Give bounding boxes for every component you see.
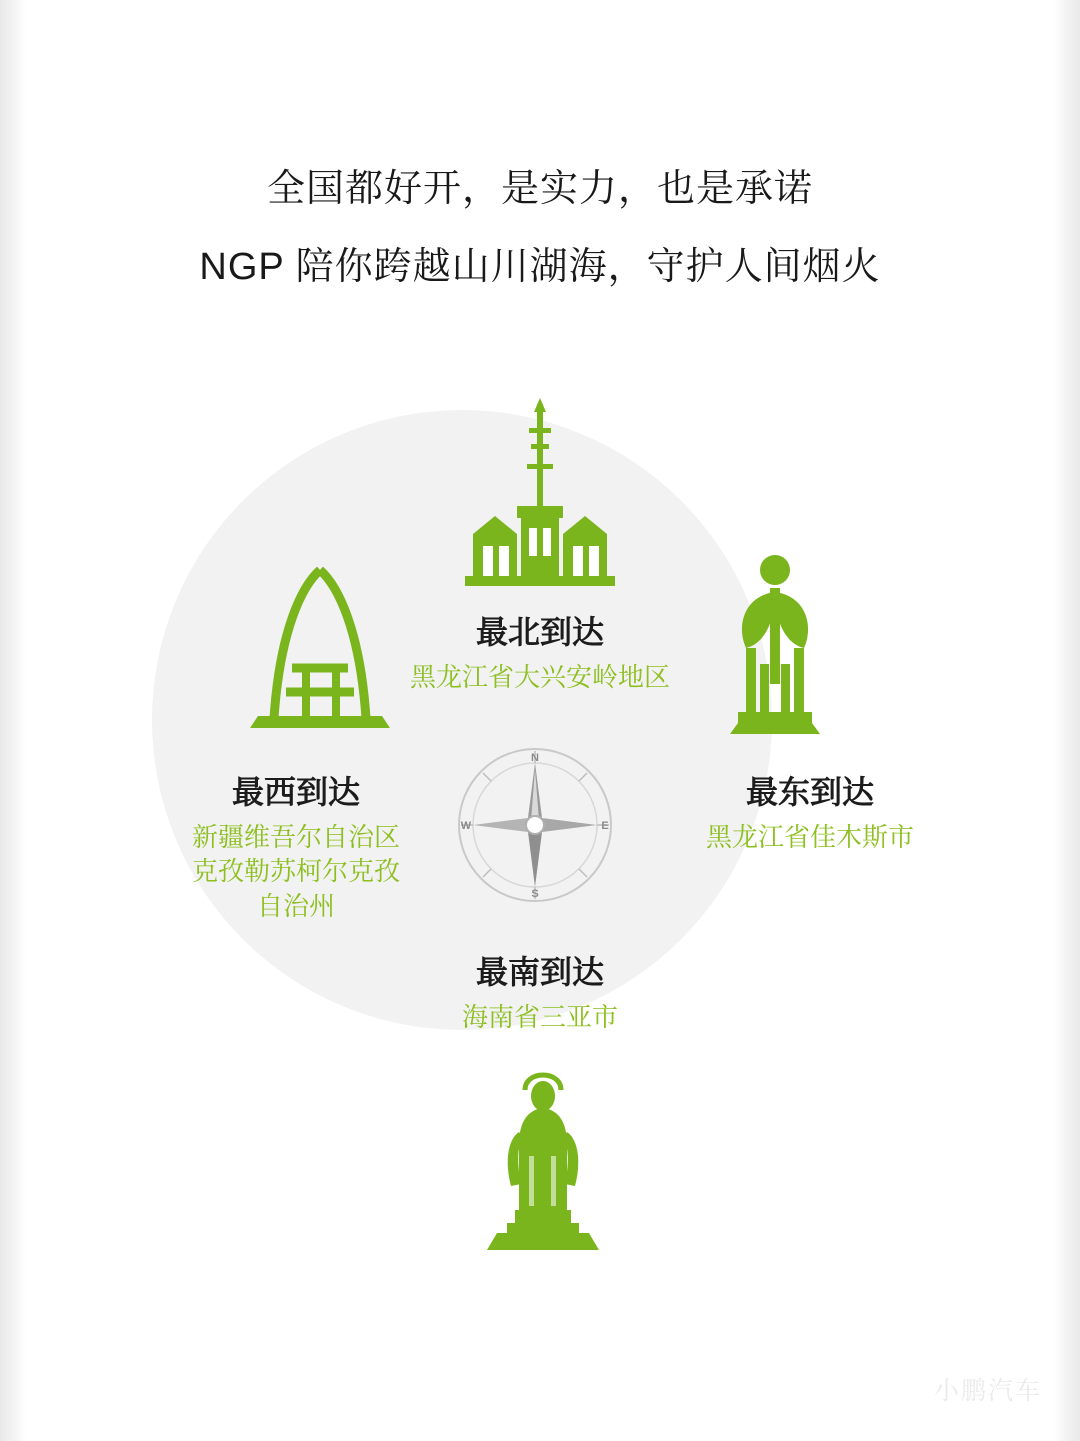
compass-label-north: N	[531, 752, 539, 764]
point-label-north	[330, 612, 750, 694]
point-label-west	[120, 772, 472, 923]
west-location-line-3: 自治州	[256, 890, 335, 921]
west-title: 最西到达	[231, 774, 360, 810]
south-location: 海南省三亚市	[461, 1002, 618, 1032]
monument-tower-icon	[455, 398, 625, 588]
east-title: 最东到达	[745, 774, 874, 810]
compass-label-south: S	[531, 888, 539, 900]
east-location: 黑龙江省佳木斯市	[705, 822, 914, 852]
compass-label-east: E	[601, 820, 609, 832]
point-label-south	[330, 952, 750, 1034]
south-title: 最南到达	[475, 954, 604, 990]
north-title: 最北到达	[475, 614, 604, 650]
headline-line-1: 全国都好开，是实力，也是承诺	[266, 168, 813, 210]
north-location: 黑龙江省大兴安岭地区	[409, 662, 670, 692]
west-location-line-1: 新疆维吾尔自治区	[191, 822, 400, 852]
headline-line-2: NGP 陪你跨越山川湖海，守护人间烟火	[199, 246, 881, 288]
compass-rose	[455, 745, 615, 905]
west-location	[120, 820, 472, 923]
point-label-east	[640, 772, 980, 854]
west-location-line-2: 克孜勒苏柯尔克孜	[191, 856, 400, 887]
compass-label-west: W	[460, 820, 472, 832]
guanyin-statue-icon	[463, 1060, 623, 1255]
watermark: 小鹏汽车	[933, 1377, 1042, 1405]
